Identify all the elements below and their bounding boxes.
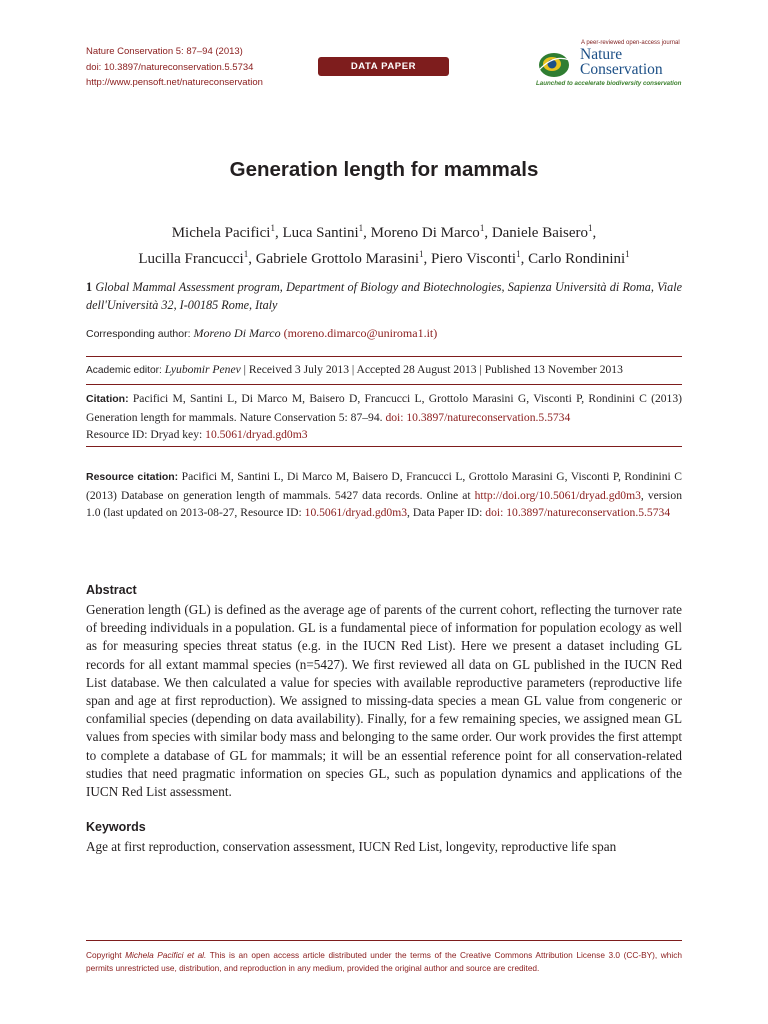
doi-line[interactable]: doi: 10.3897/natureconservation.5.5734 bbox=[86, 61, 254, 73]
keywords-heading: Keywords bbox=[86, 820, 146, 834]
author: Daniele Baisero$^1$, bbox=[491, 223, 597, 241]
affiliation-text: Global Mammal Assessment program, Department of Biology and Biotechnologies, Sapienza Università di Roma, Viale dell'Università 32, I-00185 Rome, Italy bbox=[86, 280, 682, 312]
abstract-text: Generation length (GL) is defined as the average age of parents of the current cohort, reflecting the turnover rate of breeding individuals in a population. GL is a fundamental piece of information for population ecology as well as for measuring species threat status (e.g. in the IUCN Red List). Here we present a dataset including GL records for all extant mammal species (n=5427). We first reviewed all data on GL published in the IUCN Red List database. We then calculated a value for species with available reproductive parameters (reproductive life span and age at first reproduction). We assigned to missing-data species a mean GL value from congeneric or confamilial species (depending on data availability). Finally, for a few remaining species, we assigned mean GL values from species with similar body mass and belonging to the same order. Our work provides the first attempt to complete a database of GL for mammals; it will be an essential reference point for all conservation-related studies that need pragmatic information on species GL, such as population dynamics and applications of the IUCN Red List assessment. bbox=[86, 602, 682, 800]
globe-leaf-icon bbox=[536, 50, 572, 80]
logo-top-text: A peer-reviewed open-access journal bbox=[581, 40, 680, 46]
data-paper-doi-link[interactable]: doi: 10.3897/natureconservation.5.5734 bbox=[485, 506, 671, 519]
article-title: Generation length for mammals bbox=[229, 158, 539, 181]
editor-name: Lyubomir Penev bbox=[164, 363, 241, 376]
citation-label: Citation: bbox=[86, 393, 129, 405]
copyright-notice: Copyright Michela Pacifici et al. This is an open access article distributed under the terms of the Creative Commons Attribution License 3.0 (CC-BY), which permits unrestricted use, distribution, and reproduction in any medium, provided the original author and source are credited. bbox=[86, 950, 683, 973]
data-paper-badge: DATA PAPER bbox=[318, 57, 449, 76]
journal-logo bbox=[536, 40, 686, 90]
divider-citation bbox=[86, 446, 682, 447]
author: Michela Pacifici$^1$, bbox=[171, 223, 283, 241]
corresponding-author bbox=[86, 326, 437, 341]
resource-citation: Resource citation: Pacifici M, Santini L, Di Marco M, Baisero D, Francucci L, Grottolo Marasini G, Visconti P, Rondinini C (2013) Database on generation length of mammals. 5427 data records. Online at http://doi.org/10.5061/dryad.gd0m3, version 1.0 (last updated on 2013-08-27, Resource ID: 10.5061/dryad.gd0m3, Data Paper ID: doi: 10.3897/natureconservation.5.5734 bbox=[86, 470, 682, 519]
corresponding-name: Moreno Di Marco bbox=[193, 326, 281, 340]
author-list bbox=[60, 218, 708, 270]
author: Piero Visconti$^1$, bbox=[431, 249, 529, 267]
citation-doi[interactable]: doi: 10.3897/natureconservation.5.5734 bbox=[385, 410, 571, 424]
accepted-date: Accepted 28 August 2013 bbox=[356, 363, 477, 376]
affiliation-number: 1 bbox=[86, 280, 93, 294]
citation-text: Pacifici M, Santini L, Di Marco M, Baisero D, Francucci L, Grottolo Marasini G, Visconti P, Rondinini C (2013) Generation length for mammals. Nature Conservation 5: 87–94. bbox=[86, 392, 682, 424]
article-dates: Academic editor: Lyubomir Penev | Received 3 July 2013 | Accepted 28 August 2013 | Published 13 November 2013 bbox=[86, 363, 623, 376]
author: Carlo Rondinini$^1$ bbox=[528, 249, 630, 267]
keywords-text: Age at first reproduction, conservation assessment, IUCN Red List, longevity, reproductive life span bbox=[86, 839, 617, 854]
author: Gabriele Grottolo Marasini$^1$, bbox=[255, 249, 431, 267]
journal-header bbox=[86, 44, 263, 91]
resource-id-label: Resource ID: Dryad key: bbox=[86, 428, 203, 441]
divider-dates bbox=[86, 384, 682, 385]
affiliation bbox=[86, 278, 682, 314]
dryad-resource-link[interactable]: 10.5061/dryad.gd0m3 bbox=[304, 506, 408, 519]
journal-url[interactable]: http://www.pensoft.net/natureconservation bbox=[86, 77, 263, 88]
corresponding-email[interactable]: (moreno.dimarco@uniroma1.it) bbox=[283, 326, 438, 340]
journal-citation-line: Nature Conservation 5: 87–94 (2013) bbox=[86, 46, 243, 57]
received-date: Received 3 July 2013 bbox=[248, 363, 350, 376]
divider-footer bbox=[86, 940, 682, 941]
dryad-doi-link[interactable]: http://doi.org/10.5061/dryad.gd0m3 bbox=[474, 488, 641, 502]
logo-tagline: Launched to accelerate biodiversity conservation bbox=[536, 80, 682, 87]
citation bbox=[86, 390, 682, 444]
corresponding-label: Corresponding author: bbox=[86, 328, 191, 340]
logo-name: Nature Conservation bbox=[580, 46, 663, 78]
copyright-holder: Michela Pacifici et al. bbox=[125, 950, 207, 960]
author: Lucilla Francucci$^1$, bbox=[138, 249, 256, 267]
author: Moreno Di Marco$^1$, bbox=[370, 223, 492, 241]
abstract-heading: Abstract bbox=[86, 583, 137, 597]
author: Luca Santini$^1$, bbox=[282, 223, 371, 241]
divider-top bbox=[86, 356, 682, 357]
editor-label: Academic editor: bbox=[86, 365, 162, 376]
published-date: Published 13 November 2013 bbox=[484, 363, 623, 376]
resource-id-link[interactable]: 10.5061/dryad.gd0m3 bbox=[205, 428, 308, 441]
resource-citation-label: Resource citation: bbox=[86, 471, 179, 483]
